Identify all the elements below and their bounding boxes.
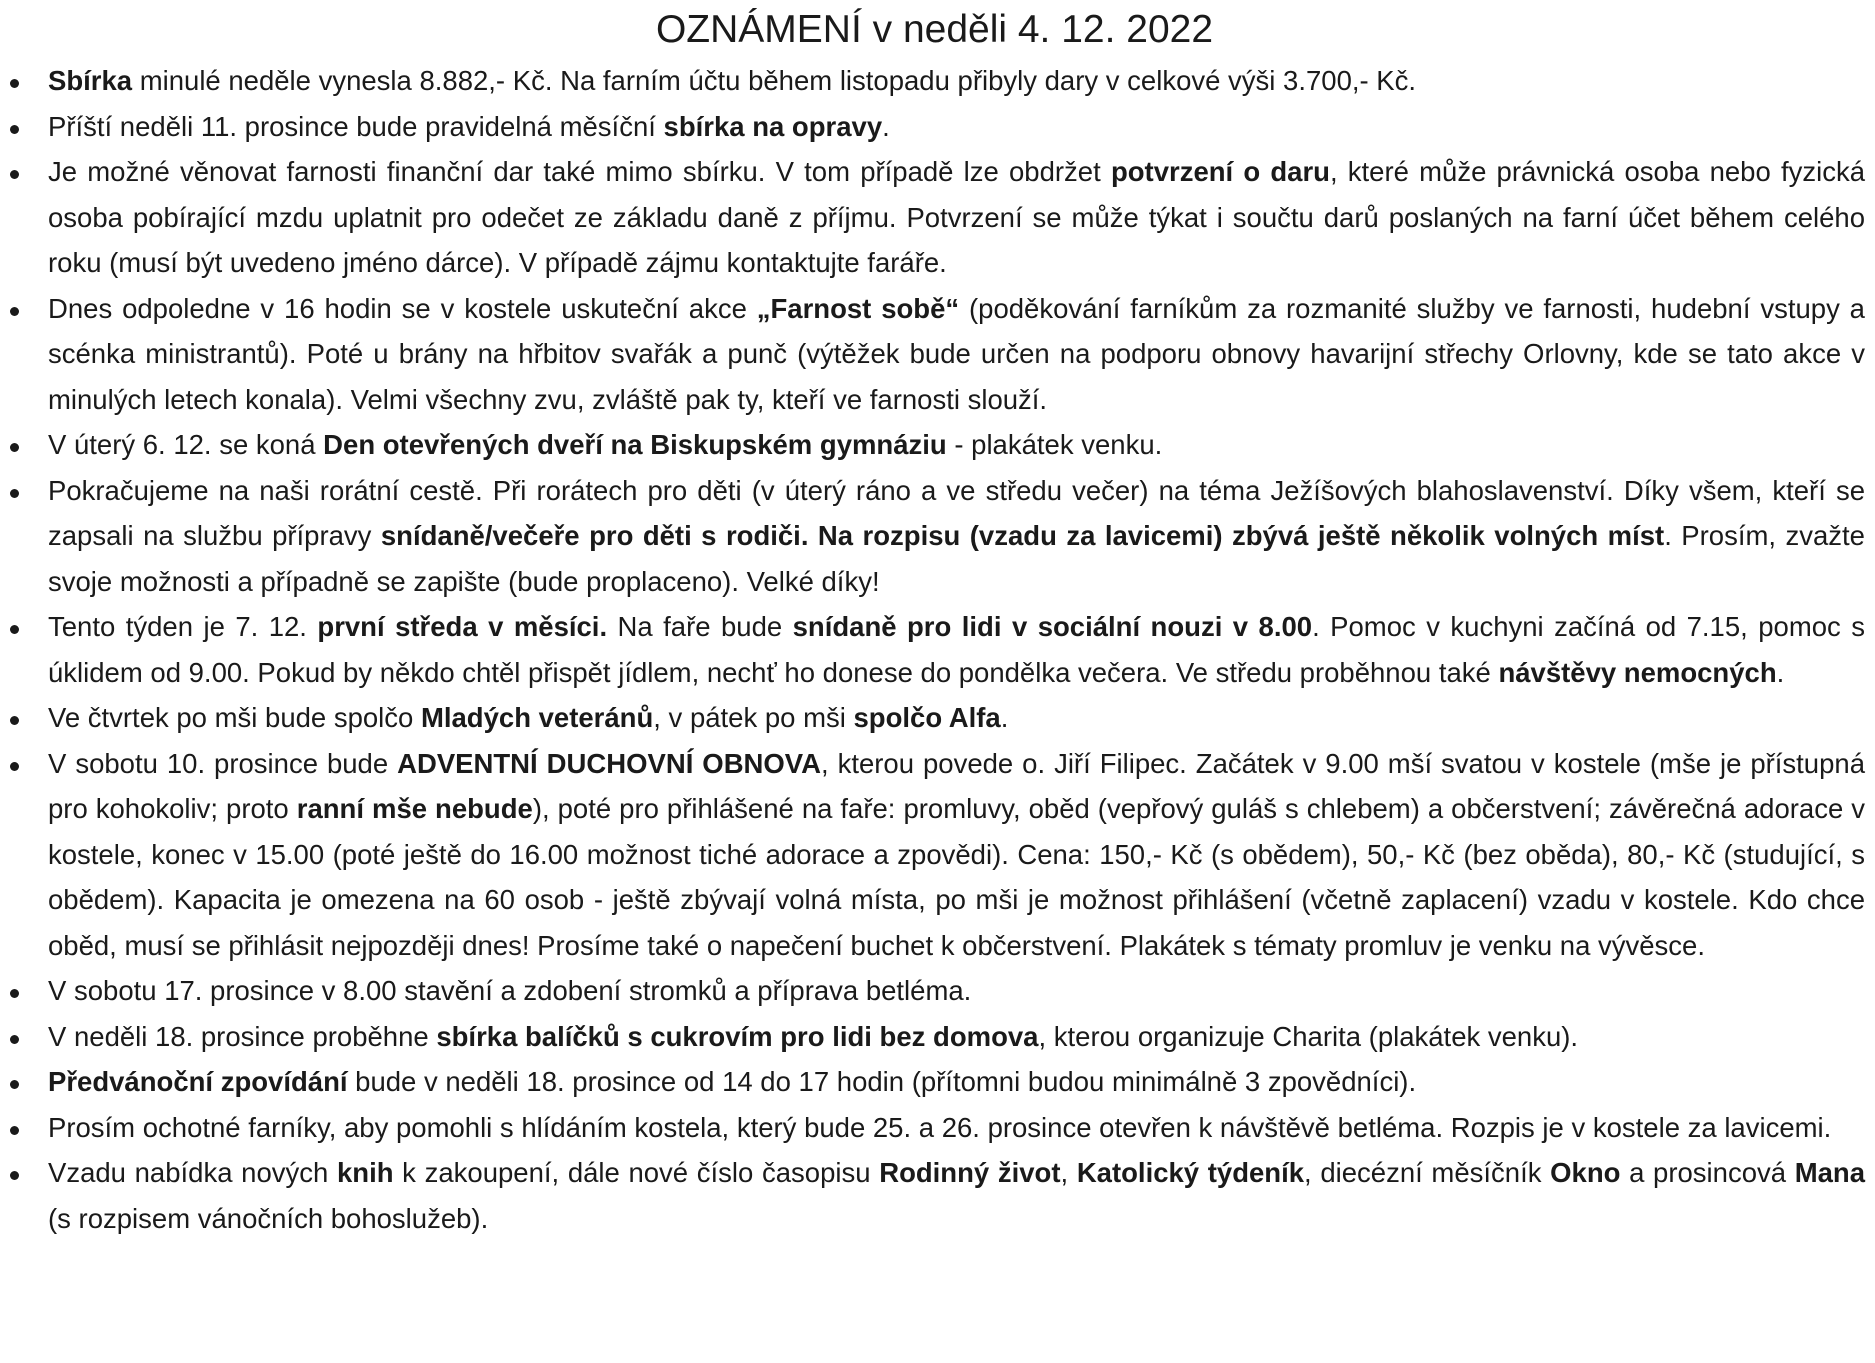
item-text: minulé neděle vynesla 8.882,- Kč. Na farním účtu během listopadu přibyly dary v celkové výši 3.700,- Kč. [132,65,1417,96]
highlighted-text: Rodinný život [879,1157,1061,1188]
highlighted-text: Předvánoční zpovídání [48,1066,348,1097]
item-text: a prosincová [1620,1157,1795,1188]
highlighted-text: Sbírka [48,65,133,96]
highlighted-text: sbírka balíčků s cukrovím pro lidi bez domova [436,1020,1039,1052]
announcement-item [10,1150,1865,1241]
item-text: V úterý 6. 12. se koná [48,429,324,460]
announcement-item [10,968,1865,1014]
item-text: . [882,110,890,142]
highlighted-text: Okno [1550,1157,1621,1188]
announcement-item [10,695,1865,741]
highlighted-text: Den otevřených dveří na Biskupském gymnáziu [323,429,947,460]
announcement-item [10,104,1865,150]
highlighted-text: první středa v měsíci. [317,611,608,642]
item-text: Ve čtvrtek po mši bude spolčo [48,702,421,733]
item-text: Prosím ochotné farníky, aby pomohli s hlídáním kostela, který bude 25. a 26. prosince otevřen k návštěvě betléma. Rozpis je v kostele za lavicemi. [48,1111,1832,1143]
highlighted-text: snídaně/večeře pro děti s rodiči. Na rozpisu (vzadu za lavicemi) zbývá ještě několik volných míst [380,520,1665,551]
highlighted-text: ADVENTNÍ DUCHOVNÍ OBNOVA [397,747,821,779]
highlighted-text: sbírka na opravy [663,110,883,142]
item-text: (poděkování farníkům za rozmanité služby ve farnosti, hudební vstupy a scénka ministrantů). Poté u brány na hřbitov svařák a punč (výtěžek bude určen na podporu obnovy havarijní střechy Orlovny, kde se tato akce v minulých letech konala). Velmi všechny zvu, zvláště pak ty, kteří ve farnosti slouží. [48,292,1865,415]
item-text: V neděli 18. prosince proběhne [48,1020,437,1052]
item-text: Je možné věnovat farnosti finanční dar také mimo sbírku. V tom případě lze obdržet [48,156,1111,187]
item-text: , kterou organizuje Charita (plakátek venku). [1038,1020,1579,1052]
item-text: ), poté pro přihlášené na faře: promluvy, oběd (vepřový guláš s chlebem) a občerstvení; závěrečná adorace v kostele, konec v 15.00 (poté ještě do 16.00 možnost tiché adorace a zpovědi). Cena: 150,- Kč (s obědem), 50,- Kč (bez oběda), 80,- Kč (studující, s obědem). Kapacita je omezena na 60 osob - ještě zbývají volná místa, po mši je možnost přihlášení (včetně zaplacení) vzadu v kostele. Kdo chce oběd, musí se přihlásit nejpozději dnes! Prosíme také o napečení buchet k občerstvení. Plakátek s tématy promluv je venku na vývěsce. [48,793,1865,961]
item-text: . [1000,702,1009,733]
highlighted-text: návštěvy nemocných [1498,656,1777,688]
announcement-item [10,422,1865,468]
highlighted-text: spolčo Alfa [853,702,1001,733]
announcement-item [10,741,1865,969]
item-text: bude v neděli 18. prosince od 14 do 17 hodin (přítomni budou minimálně 3 zpovědníci). [347,1066,1417,1097]
announcement-item [10,149,1865,286]
item-text: . Prosím, zvažte svoje možnosti a případně se zapište (bude proplaceno). Velké díky! [48,520,1865,597]
announcement-item [10,286,1865,423]
highlighted-text: Mladých veteránů [420,702,654,733]
item-text: Vzadu nabídka nových [48,1157,337,1188]
item-text: Tento týden je 7. 12. [48,611,318,642]
item-text: , [1060,1157,1077,1188]
announcement-item [10,468,1865,605]
highlighted-text: potvrzení o daru [1110,156,1330,187]
page-title: OZNÁMENÍ v neděli 4. 12. 2022 [655,8,1214,51]
item-text: - plakátek venku. [946,429,1163,460]
announcement-item [10,1014,1865,1060]
item-text: , diecézní měsíčník [1304,1157,1551,1188]
item-text: Pokračujeme na naši rorátní cestě. Při rorátech pro děti (v úterý ráno a ve středu večer) na téma Ježíšových blahoslavenství. Díky všem, kteří se zapsali na službu přípravy [48,474,1865,551]
item-text: V sobotu 17. prosince v 8.00 stavění a zdobení stromků a příprava betléma. [48,975,972,1006]
announcement-item [10,1059,1865,1105]
highlighted-text: snídaně pro lidi v sociální nouzi v 8.00 [792,611,1313,642]
highlighted-text: Mana [1794,1157,1866,1188]
item-text: . [1776,656,1785,688]
item-text: , kterou povede o. Jiří Filipec. Začátek v 9.00 mší svatou v kostele (mše je přístupná pro kohokoliv; proto [48,747,1865,824]
item-text: Na faře bude [607,611,793,642]
item-text: Příští neděli 11. prosince bude pravidelná měsíční [48,110,664,142]
highlighted-text: Katolický týdeník [1076,1157,1305,1188]
item-text: V sobotu 10. prosince bude [48,747,398,779]
announcement-list [10,58,1865,1241]
highlighted-text: ranní mše nebude [296,793,533,824]
item-text: k zakoupení, dále nové číslo časopisu [393,1157,880,1188]
item-text: , v pátek po mši [653,702,854,733]
highlighted-text: knih [336,1157,394,1188]
announcement-item [10,1105,1865,1151]
item-text: , které může právnická osoba nebo fyzická osoba pobírající mzdu uplatnit pro odečet ze základu daně z příjmu. Potvrzení se může týkat i součtu darů poslaných na farní účet během celého roku (musí být uvedeno jméno dárce). V případě zájmu kontaktujte faráře. [48,156,1865,278]
highlighted-text: „Farnost sobě“ [756,292,960,324]
announcement-item [10,58,1865,104]
announcement-item [10,604,1865,695]
item-text: Dnes odpoledne v 16 hodin se v kostele uskuteční akce [48,292,757,324]
item-text: . Pomoc v kuchyni začíná od 7.15, pomoc s úklidem od 9.00. Pokud by někdo chtěl přispět jídlem, nechť ho donese do pondělka večera. Ve středu proběhnou také [48,611,1865,688]
item-text: (s rozpisem vánočních bohoslužeb). [48,1202,489,1234]
